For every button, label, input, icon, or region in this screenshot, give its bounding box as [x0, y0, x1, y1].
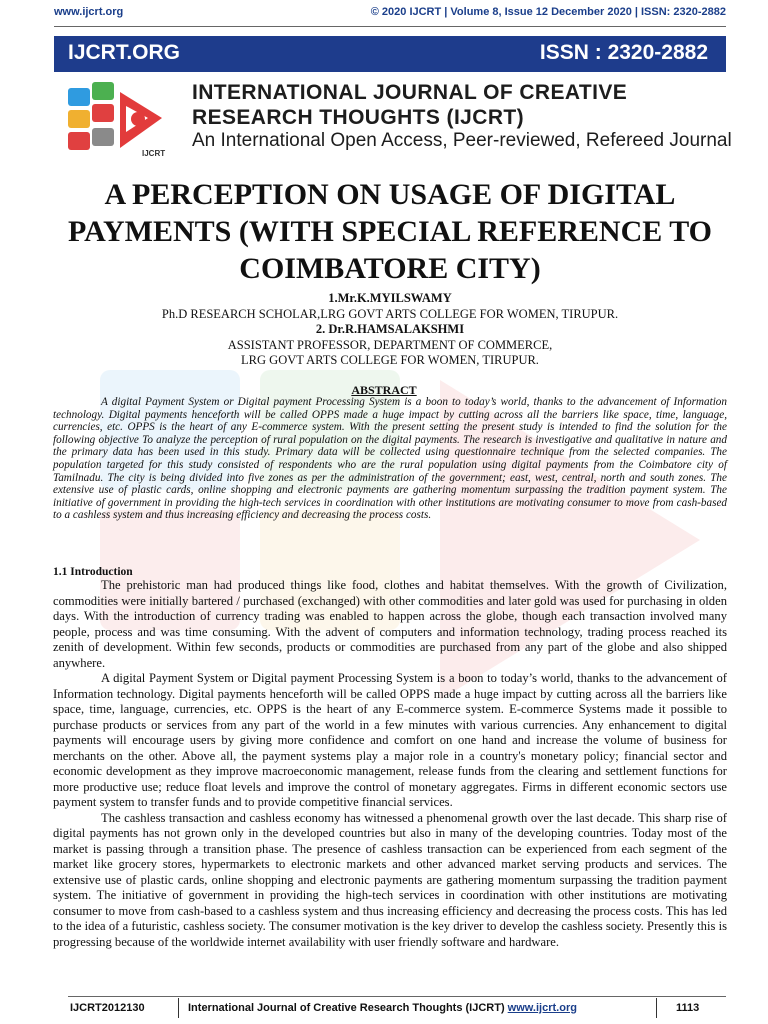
footer-url-link[interactable]: www.ijcrt.org [507, 1002, 577, 1014]
journal-title-line2: RESEARCH THOUGHTS (IJCRT) [192, 106, 525, 129]
journal-logo-icon [62, 78, 184, 160]
journal-subtitle: An International Open Access, Peer-reviewed, Refereed Journal [192, 130, 732, 151]
paper-title-line1: A PERCEPTION ON USAGE OF DIGITAL [104, 178, 676, 211]
body-text [53, 578, 727, 950]
author-2-name: 2. Dr.R.HAMSALAKSHMI [315, 322, 465, 336]
author-1-affiliation: Ph.D RESEARCH SCHOLAR,LRG GOVT ARTS COLLEGE FOR WOMEN, TIRUPUR. [161, 306, 619, 321]
header-rule [54, 26, 726, 27]
author-1-name: 1.Mr.K.MYILSWAMY [328, 291, 452, 305]
running-header [54, 6, 726, 22]
banner-issn: ISSN : 2320-2882 [539, 41, 708, 64]
journal-banner [54, 36, 726, 72]
abstract-text: A digital Payment System or Digital payment Processing System is a boon to today’s world, thanks to the advancement of Information technology. Digital payments henceforth will be called OPPS made a huge impact by cutting across all the barriers like space, time, language, currencies, etc. OPPS is the heart of any E-commerce system. With the present setting the present study is intended to find the solution for the following objective To analyze the perception of rural population on the digital payments. The research is investigative and qualitative in nature and the primary data has been used in this study. Primary data will be collected using questionnaire technique from the selected companies. The population targeted for this study consisted of respondents who are the rural population using digital payments from the Coimbatore city of Tamilnadu. The city is being divided into five zones as per the administration of the government; east, west, central, north and south zones. The extensive use of plastic cards, online shopping and electronic payments are gathering momentum surpassing the tradition payment system. The initiative of government in providing the high-tech services in coordination with other institutions are motivating consumer to move from cash-based to a cashless system and thus increasing efficiency and decreasing the process costs. [53, 396, 727, 522]
author-2-affiliation-1: ASSISTANT PROFESSOR, DEPARTMENT OF COMMERCE, [227, 337, 553, 352]
abstract-heading: ABSTRACT [351, 383, 417, 397]
footer-divider [656, 998, 657, 1018]
paragraph-2: A digital Payment System or Digital payment Processing System is a boon to today’s world, thanks to the advancement of Information technology. Digital payments henceforth will be called OPPS made a huge impact by cutting across all the barriers like space, time, language, currencies, etc. OPPS is the heart of any E-commerce system. E-commerce Systems made it possible to purchase products or services from any part of the world in a few minutes with various currencies. Any enhancement to digital payments will encourage users by giving more confidence and comfort on one hand and increase the volume of business for merchants on the other. Above all, the payment systems play a major role in a country's monetary policy; financial sector and economic development as they improve macroeconomic management, release funds from the clearing and settlement functions for more productive use; reduce float levels and improve the control of monetary aggregates. Firms in different economic sectors use payment system to transfer funds and to provide competitive financial services. [53, 671, 727, 809]
journal-title-line1: INTERNATIONAL JOURNAL OF CREATIVE [192, 81, 628, 104]
footer-journal [188, 1002, 577, 1014]
paper-title [40, 176, 740, 287]
author-block [40, 291, 740, 369]
header-url-link[interactable]: www.ijcrt.org [54, 6, 124, 18]
footer-journal-name: International Journal of Creative Research Thoughts (IJCRT) [188, 1002, 505, 1014]
footer-page-number: 1113 [676, 1002, 700, 1014]
paper-title-line2: PAYMENTS (WITH SPECIAL REFERENCE TO [67, 215, 713, 248]
footer-rule [68, 996, 726, 997]
footer-paper-code: IJCRT2012130 [70, 1002, 145, 1014]
paragraph-3: The cashless transaction and cashless economy has witnessed a phenomenal growth over the last decade. This sharp rise of digital payments has not grown only in the developed countries but also in many of the developing countries. Today most of the market is passing through a transition phase. The presence of cashless transaction can be experienced from each segment of the market like grocery stores, hypermarkets to electronic markets and other advanced market serving products and services. The extensive use of plastic cards, online shopping and electronic payments are gathering momentum surpassing the tradition payment system. The initiative of government in providing the high-tech services in coordination with other institutions are motivating consumer to move from cash-based to a cashless system and thus increasing efficiency and decreasing the process costs. This has led to the idea of a futuristic, cashless society. The consumer motivation is the key driver to develop the cashless society. Presently this is progressing because of the worldwide internet availability with user friendly software and hardware. [53, 810, 727, 949]
page-footer [54, 1002, 726, 1018]
paper-title-line3: COIMBATORE CITY) [239, 252, 541, 285]
author-2-affiliation-2: LRG GOVT ARTS COLLEGE FOR WOMEN, TIRUPUR. [241, 353, 539, 367]
section-heading: 1.1 Introduction [53, 566, 133, 578]
footer-divider [178, 998, 179, 1018]
paragraph-1: The prehistoric man had produced things like food, clothes and habitat themselves. With the growth of Civilization, commodities were initially bartered / purchased (exchanged) with other commodities and later gold was used for purchasing in olden days. With the introduction of currency trading was enabled to happen across the globe, though each transaction involved many people, process and was time consuming. With the advent of computers and information technology, trading process reached its zenith of development. Within few seconds, products or commodities are purchased from any part of the globe and also shipped anywhere. [53, 578, 727, 670]
journal-title [192, 80, 627, 130]
logo-text: IJCRT [142, 149, 166, 158]
header-issue-info: © 2020 IJCRT | Volume 8, Issue 12 December 2020 | ISSN: 2320-2882 [370, 6, 726, 18]
banner-site: IJCRT.ORG [68, 41, 181, 64]
